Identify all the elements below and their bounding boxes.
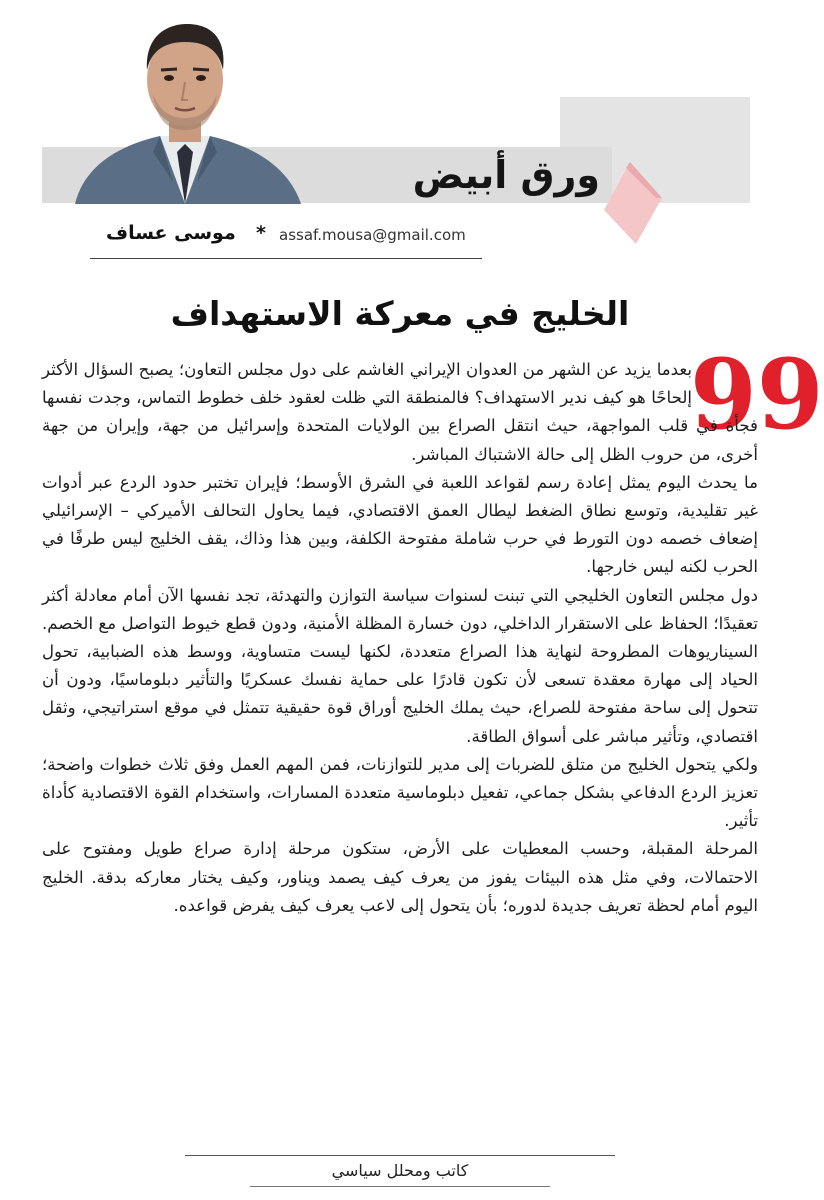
author-line bbox=[90, 222, 490, 252]
author-star: * bbox=[256, 222, 266, 244]
headline: الخليج في معركة الاستهداف bbox=[170, 294, 630, 333]
author-photo bbox=[65, 12, 305, 204]
author-email: assaf.mousa@gmail.com bbox=[279, 226, 466, 244]
author-byline: كاتب ومحلل سياسي bbox=[331, 1161, 469, 1180]
paragraph-3: دول مجلس التعاون الخليجي التي تبنت لسنوات سياسة التوازن والتهدئة، تجد نفسها الآن أمام معادلة أكثر تعقيدًا؛ الحفاظ على الاستقرار الداخلي، دون خسارة المظلة الأمنية، ودون قطع خيوط التواصل مع الخصم. السيناريوهات المطروحة لنهاية هذا الصراع متعددة، لكنها ليست متساوية، ووسط هذه الضبابية، تحول الحياد إلى مهارة معقدة تسعى لأن تكون قادرًا على حماية نفسك عسكريًا والتأثير دبلوماسيًا، ودون أن تتحول إلى ساحة مفتوحة للصراع، حيث يملك الخليج أوراق قوة حقيقية تتمثل في موقع استراتيجي، وثقل اقتصادي، وتأثير مباشر على أسواق الطاقة. bbox=[42, 585, 758, 746]
author-rule bbox=[90, 258, 482, 259]
article-body bbox=[42, 356, 758, 920]
footer-rule bbox=[185, 1155, 615, 1156]
header-band-notch bbox=[560, 97, 612, 147]
author-name: موسى عساف bbox=[106, 222, 236, 244]
paragraph-2: ما يحدث اليوم يمثل إعادة رسم لقواعد اللعبة في الشرق الأوسط؛ فإيران تختبر حدود الردع عبر أدوات غير تقليدية، وتوسع نطاق الضغط ليطال العمق الاقتصادي، فيما يحاول التحالف الأميركي – الإسرائيلي إضعاف خصمه دون التورط في حرب شاملة مفتوحة الكلفة، وبين هذا وذاك، يقف الخليج ليس طرفًا في الحرب لكنه ليس خارجها. bbox=[42, 472, 758, 577]
paragraph-1: بعدما يزيد عن الشهر من العدوان الإيراني الغاشم على دول مجلس التعاون؛ يصبح السؤال الأكثر إلحاحًا هو كيف ندير الاستهداف؟ فالمنطقة التي ظلت لعقود خلف خطوط التماس، وجدت نفسها فجأة في قلب المواجهة، حيث انتقل الصراع بين الولايات المتحدة وإسرائيل من جهة، وإيران من جهة أخرى، من حروب الظل إلى حالة الاشتباك المباشر. bbox=[42, 360, 758, 464]
paragraph-5: المرحلة المقبلة، وحسب المعطيات على الأرض، ستكون مرحلة إدارة صراع طويل ومفتوح على الاحتمالات، وفي مثل هذه البيئات يفوز من يعرف كيف يصمد ويناور، وكيف يختار معاركه بدقة. الخليج اليوم أمام لحظة تعريف جديدة لدوره؛ بأن يتحول إلى لاعب يعرف كيف يفرض قواعده. bbox=[42, 839, 758, 915]
quote-mark-icon: 99 bbox=[690, 338, 824, 451]
paragraph-4: ولكي يتحول الخليج من متلق للضربات إلى مدير للتوازنات، فمن المهم العمل وفق ثلاث خطوات واضحة؛ تعزيز الردع الدفاعي بشكل جماعي، تفعيل دبلوماسية متعددة المسارات، واستخدام القوة الاقتصادية كأداة تأثير. bbox=[42, 754, 758, 831]
column-title: ورق أبيض bbox=[412, 153, 600, 197]
footer-rule-bottom bbox=[250, 1186, 550, 1187]
decorative-pink-shape bbox=[596, 158, 666, 248]
